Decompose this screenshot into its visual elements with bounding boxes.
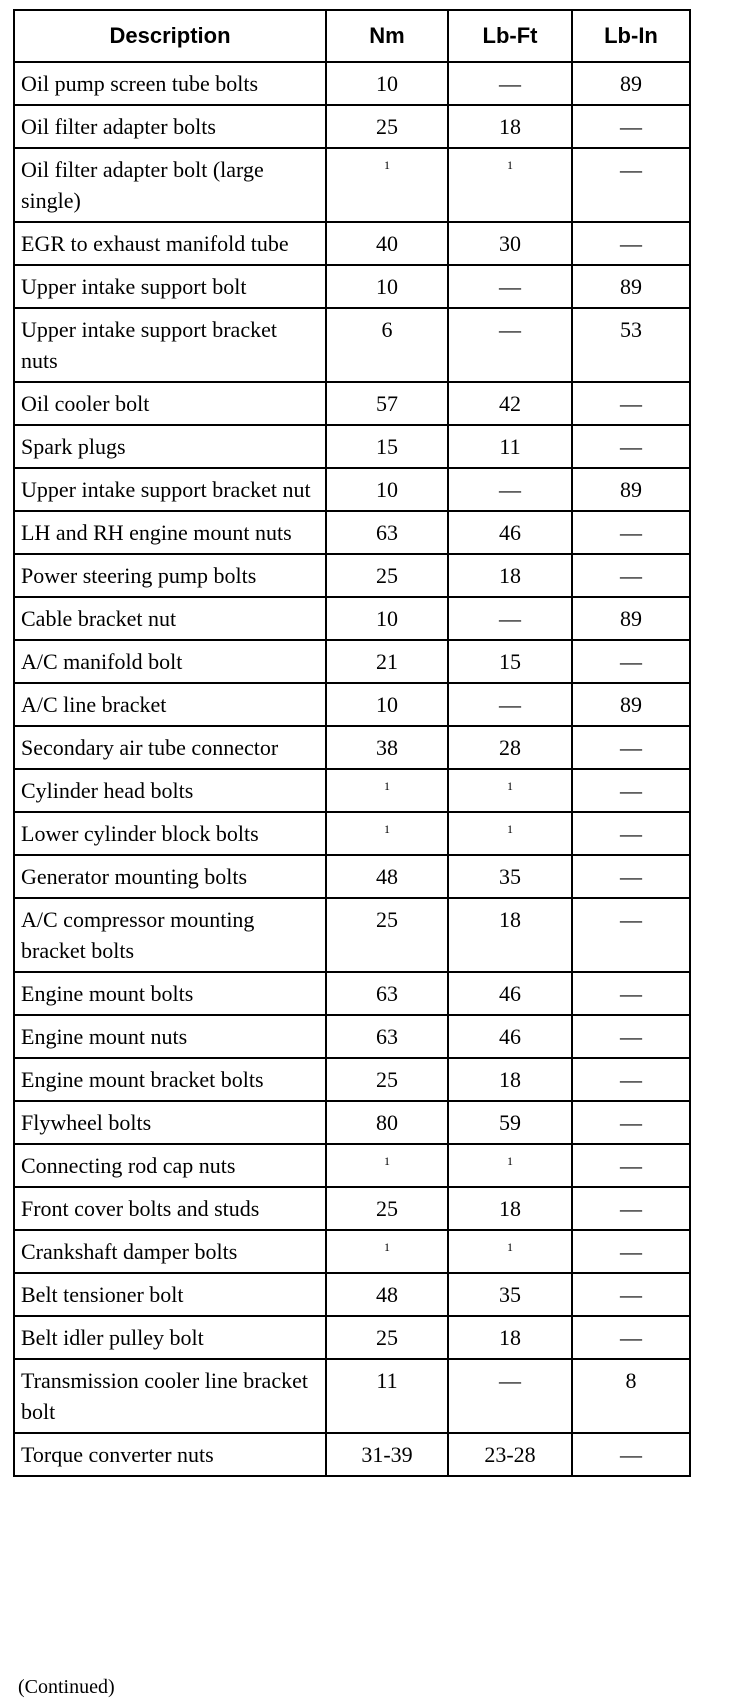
cell-nm bbox=[326, 597, 448, 640]
lbft-value: 1 bbox=[507, 822, 513, 836]
table-row bbox=[14, 308, 690, 382]
nm-value: 25 bbox=[376, 1067, 398, 1092]
continued-note: (Continued) bbox=[18, 1676, 115, 1698]
lbft-value: — bbox=[499, 1368, 521, 1393]
cell-lbin bbox=[572, 1273, 690, 1316]
lbin-value: — bbox=[620, 981, 642, 1006]
cell-description bbox=[14, 511, 326, 554]
cell-nm bbox=[326, 554, 448, 597]
lbft-value: — bbox=[499, 274, 521, 299]
lbin-value: — bbox=[620, 391, 642, 416]
lbft-value: — bbox=[499, 606, 521, 631]
cell-lbin bbox=[572, 1316, 690, 1359]
table-row bbox=[14, 425, 690, 468]
lbft-value: — bbox=[499, 477, 521, 502]
cell-description bbox=[14, 1230, 326, 1273]
cell-lbin bbox=[572, 1015, 690, 1058]
header-description: Description bbox=[14, 10, 326, 62]
table-row bbox=[14, 554, 690, 597]
table-row bbox=[14, 468, 690, 511]
lbft-value: 42 bbox=[499, 391, 521, 416]
table-row bbox=[14, 148, 690, 222]
table-row bbox=[14, 1101, 690, 1144]
cell-nm bbox=[326, 726, 448, 769]
lbin-value: — bbox=[620, 778, 642, 803]
cell-description bbox=[14, 1058, 326, 1101]
table-row bbox=[14, 855, 690, 898]
lbin-value: — bbox=[620, 1325, 642, 1350]
cell-nm bbox=[326, 898, 448, 972]
cell-lbin bbox=[572, 105, 690, 148]
cell-lbft bbox=[448, 1015, 572, 1058]
table-row bbox=[14, 972, 690, 1015]
cell-description bbox=[14, 1433, 326, 1476]
cell-description bbox=[14, 972, 326, 1015]
table-row bbox=[14, 222, 690, 265]
lbin-value: — bbox=[620, 157, 642, 182]
cell-lbin bbox=[572, 425, 690, 468]
lbft-value: 1 bbox=[507, 1240, 513, 1254]
nm-value: 25 bbox=[376, 563, 398, 588]
lbft-value: 59 bbox=[499, 1110, 521, 1135]
table-row bbox=[14, 1058, 690, 1101]
lbft-value: 23-28 bbox=[484, 1442, 536, 1467]
cell-nm bbox=[326, 1359, 448, 1433]
cell-lbft bbox=[448, 1230, 572, 1273]
table-row bbox=[14, 1316, 690, 1359]
cell-nm bbox=[326, 1101, 448, 1144]
table-row bbox=[14, 1230, 690, 1273]
description-value: Torque converter nuts bbox=[21, 1442, 214, 1467]
cell-description bbox=[14, 308, 326, 382]
lbft-value: — bbox=[499, 71, 521, 96]
cell-nm bbox=[326, 1187, 448, 1230]
cell-lbin bbox=[572, 1359, 690, 1433]
cell-lbft bbox=[448, 812, 572, 855]
nm-value: 11 bbox=[376, 1368, 398, 1393]
cell-lbin bbox=[572, 308, 690, 382]
description-value: Upper intake support bracket nut bbox=[21, 477, 311, 502]
description-value: Engine mount nuts bbox=[21, 1024, 188, 1049]
lbin-value: — bbox=[620, 520, 642, 545]
lbft-value: 28 bbox=[499, 735, 521, 760]
description-value: Upper intake support bolt bbox=[21, 274, 247, 299]
description-value: Oil pump screen tube bolts bbox=[21, 71, 259, 96]
table-row bbox=[14, 640, 690, 683]
lbft-value: 18 bbox=[499, 1196, 521, 1221]
cell-description bbox=[14, 1144, 326, 1187]
lbft-value: 35 bbox=[499, 864, 521, 889]
cell-lbin bbox=[572, 640, 690, 683]
cell-lbft bbox=[448, 554, 572, 597]
cell-description bbox=[14, 597, 326, 640]
lbft-value: 15 bbox=[499, 649, 521, 674]
description-value: Front cover bolts and studs bbox=[21, 1196, 260, 1221]
description-value: Upper intake support bracket nuts bbox=[21, 317, 277, 373]
description-value: Cable bracket nut bbox=[21, 606, 177, 631]
description-value: Belt tensioner bolt bbox=[21, 1282, 184, 1307]
lbin-value: — bbox=[620, 1067, 642, 1092]
lbft-value: 46 bbox=[499, 520, 521, 545]
cell-description bbox=[14, 1359, 326, 1433]
cell-nm bbox=[326, 972, 448, 1015]
cell-description bbox=[14, 62, 326, 105]
cell-lbin bbox=[572, 769, 690, 812]
description-value: A/C manifold bolt bbox=[21, 649, 183, 674]
cell-nm bbox=[326, 148, 448, 222]
cell-nm bbox=[326, 1058, 448, 1101]
cell-description bbox=[14, 812, 326, 855]
cell-lbft bbox=[448, 640, 572, 683]
description-value: Generator mounting bolts bbox=[21, 864, 248, 889]
cell-lbft bbox=[448, 1187, 572, 1230]
cell-lbft bbox=[448, 1273, 572, 1316]
nm-value: 80 bbox=[376, 1110, 398, 1135]
description-value: Oil filter adapter bolts bbox=[21, 114, 216, 139]
nm-value: 48 bbox=[376, 1282, 398, 1307]
lbft-value: 1 bbox=[507, 1154, 513, 1168]
description-value: EGR to exhaust manifold tube bbox=[21, 231, 289, 256]
nm-value: 63 bbox=[376, 520, 398, 545]
lbin-value: — bbox=[620, 907, 642, 932]
cell-lbft bbox=[448, 1058, 572, 1101]
cell-lbin bbox=[572, 1187, 690, 1230]
cell-lbft bbox=[448, 1101, 572, 1144]
nm-value: 1 bbox=[384, 779, 390, 793]
cell-description bbox=[14, 1101, 326, 1144]
table-row bbox=[14, 105, 690, 148]
cell-description bbox=[14, 683, 326, 726]
description-value: Connecting rod cap nuts bbox=[21, 1153, 236, 1178]
cell-nm bbox=[326, 683, 448, 726]
cell-nm bbox=[326, 425, 448, 468]
cell-description bbox=[14, 265, 326, 308]
lbin-value: 8 bbox=[625, 1368, 637, 1393]
cell-lbft bbox=[448, 726, 572, 769]
description-value: Crankshaft damper bolts bbox=[21, 1239, 238, 1264]
cell-lbin bbox=[572, 898, 690, 972]
cell-description bbox=[14, 898, 326, 972]
cell-nm bbox=[326, 308, 448, 382]
header-lb-in: Lb-In bbox=[572, 10, 690, 62]
nm-value: 1 bbox=[384, 822, 390, 836]
description-value: Engine mount bracket bolts bbox=[21, 1067, 264, 1092]
cell-lbin bbox=[572, 1144, 690, 1187]
cell-lbin bbox=[572, 511, 690, 554]
cell-lbin bbox=[572, 62, 690, 105]
cell-lbin bbox=[572, 1433, 690, 1476]
cell-description bbox=[14, 726, 326, 769]
table-row bbox=[14, 1273, 690, 1316]
cell-lbin bbox=[572, 812, 690, 855]
nm-value: 1 bbox=[384, 158, 390, 172]
lbft-value: 35 bbox=[499, 1282, 521, 1307]
header-lb-ft: Lb-Ft bbox=[448, 10, 572, 62]
cell-nm bbox=[326, 640, 448, 683]
table-row bbox=[14, 1359, 690, 1433]
lbin-value: — bbox=[620, 563, 642, 588]
description-value: Flywheel bolts bbox=[21, 1110, 152, 1135]
cell-lbin bbox=[572, 148, 690, 222]
header-nm: Nm bbox=[326, 10, 448, 62]
lbft-value: — bbox=[499, 692, 521, 717]
cell-nm bbox=[326, 511, 448, 554]
cell-lbft bbox=[448, 468, 572, 511]
cell-lbin bbox=[572, 1230, 690, 1273]
cell-nm bbox=[326, 1015, 448, 1058]
cell-nm bbox=[326, 1273, 448, 1316]
lbin-value: — bbox=[620, 864, 642, 889]
cell-lbft bbox=[448, 1316, 572, 1359]
cell-description bbox=[14, 1015, 326, 1058]
lbin-value: — bbox=[620, 735, 642, 760]
lbin-value: 89 bbox=[620, 71, 642, 96]
cell-nm bbox=[326, 265, 448, 308]
table-row bbox=[14, 511, 690, 554]
cell-lbft bbox=[448, 898, 572, 972]
lbft-value: 18 bbox=[499, 114, 521, 139]
description-value: Lower cylinder block bolts bbox=[21, 821, 259, 846]
description-value: Oil cooler bolt bbox=[21, 391, 150, 416]
table-row bbox=[14, 812, 690, 855]
description-value: Cylinder head bolts bbox=[21, 778, 194, 803]
description-value: Secondary air tube connector bbox=[21, 735, 279, 760]
nm-value: 1 bbox=[384, 1240, 390, 1254]
description-value: Power steering pump bolts bbox=[21, 563, 257, 588]
cell-lbft bbox=[448, 769, 572, 812]
description-value: Transmission cooler line bracket bolt bbox=[21, 1368, 308, 1424]
lbin-value: 53 bbox=[620, 317, 642, 342]
table-row bbox=[14, 597, 690, 640]
lbin-value: — bbox=[620, 434, 642, 459]
cell-description bbox=[14, 855, 326, 898]
cell-description bbox=[14, 554, 326, 597]
lbft-value: 46 bbox=[499, 1024, 521, 1049]
lbin-value: — bbox=[620, 114, 642, 139]
nm-value: 31-39 bbox=[361, 1442, 413, 1467]
cell-lbft bbox=[448, 105, 572, 148]
lbin-value: — bbox=[620, 821, 642, 846]
nm-value: 10 bbox=[376, 477, 398, 502]
cell-nm bbox=[326, 769, 448, 812]
cell-nm bbox=[326, 855, 448, 898]
cell-lbin bbox=[572, 972, 690, 1015]
nm-value: 25 bbox=[376, 1196, 398, 1221]
cell-lbin bbox=[572, 265, 690, 308]
cell-lbin bbox=[572, 1101, 690, 1144]
nm-value: 25 bbox=[376, 907, 398, 932]
lbin-value: — bbox=[620, 1442, 642, 1467]
nm-value: 40 bbox=[376, 231, 398, 256]
cell-description bbox=[14, 148, 326, 222]
lbft-value: 30 bbox=[499, 231, 521, 256]
cell-lbin bbox=[572, 222, 690, 265]
nm-value: 21 bbox=[376, 649, 398, 674]
table-row bbox=[14, 265, 690, 308]
nm-value: 6 bbox=[381, 317, 393, 342]
cell-nm bbox=[326, 382, 448, 425]
lbin-value: — bbox=[620, 1024, 642, 1049]
cell-lbin bbox=[572, 382, 690, 425]
lbin-value: 89 bbox=[620, 692, 642, 717]
description-value: Belt idler pulley bolt bbox=[21, 1325, 204, 1350]
cell-description bbox=[14, 1273, 326, 1316]
nm-value: 1 bbox=[384, 1154, 390, 1168]
cell-lbft bbox=[448, 1359, 572, 1433]
table-header-row bbox=[14, 10, 690, 62]
cell-lbin bbox=[572, 597, 690, 640]
nm-value: 38 bbox=[376, 735, 398, 760]
lbin-value: 89 bbox=[620, 274, 642, 299]
cell-lbin bbox=[572, 683, 690, 726]
cell-nm bbox=[326, 222, 448, 265]
lbin-value: 89 bbox=[620, 477, 642, 502]
nm-value: 48 bbox=[376, 864, 398, 889]
description-value: Oil filter adapter bolt (large single) bbox=[21, 157, 264, 213]
cell-lbft bbox=[448, 382, 572, 425]
cell-description bbox=[14, 1187, 326, 1230]
cell-nm bbox=[326, 62, 448, 105]
lbin-value: — bbox=[620, 231, 642, 256]
lbin-value: — bbox=[620, 649, 642, 674]
cell-lbft bbox=[448, 597, 572, 640]
description-value: Engine mount bolts bbox=[21, 981, 194, 1006]
cell-nm bbox=[326, 105, 448, 148]
cell-lbin bbox=[572, 855, 690, 898]
lbft-value: 18 bbox=[499, 907, 521, 932]
cell-lbin bbox=[572, 1058, 690, 1101]
nm-value: 10 bbox=[376, 274, 398, 299]
description-value: LH and RH engine mount nuts bbox=[21, 520, 292, 545]
table-row bbox=[14, 1015, 690, 1058]
torque-specification-table bbox=[13, 9, 691, 1477]
lbft-value: 18 bbox=[499, 1325, 521, 1350]
cell-lbin bbox=[572, 468, 690, 511]
cell-nm bbox=[326, 1316, 448, 1359]
cell-lbft bbox=[448, 972, 572, 1015]
cell-lbft bbox=[448, 265, 572, 308]
lbft-value: 46 bbox=[499, 981, 521, 1006]
cell-lbft bbox=[448, 425, 572, 468]
lbft-value: 11 bbox=[499, 434, 521, 459]
table-row bbox=[14, 1187, 690, 1230]
table-row bbox=[14, 1144, 690, 1187]
lbin-value: — bbox=[620, 1110, 642, 1135]
cell-nm bbox=[326, 812, 448, 855]
nm-value: 25 bbox=[376, 1325, 398, 1350]
cell-description bbox=[14, 222, 326, 265]
table-row bbox=[14, 1433, 690, 1476]
lbft-value: — bbox=[499, 317, 521, 342]
cell-nm bbox=[326, 468, 448, 511]
cell-lbft bbox=[448, 222, 572, 265]
description-value: A/C line bracket bbox=[21, 692, 167, 717]
lbin-value: — bbox=[620, 1282, 642, 1307]
cell-lbft bbox=[448, 62, 572, 105]
lbin-value: — bbox=[620, 1153, 642, 1178]
cell-lbft bbox=[448, 1433, 572, 1476]
cell-description bbox=[14, 640, 326, 683]
cell-nm bbox=[326, 1230, 448, 1273]
cell-description bbox=[14, 468, 326, 511]
cell-description bbox=[14, 769, 326, 812]
lbft-value: 18 bbox=[499, 563, 521, 588]
cell-nm bbox=[326, 1433, 448, 1476]
description-value: Spark plugs bbox=[21, 434, 126, 459]
table-row bbox=[14, 62, 690, 105]
lbft-value: 1 bbox=[507, 779, 513, 793]
lbft-value: 1 bbox=[507, 158, 513, 172]
cell-lbft bbox=[448, 855, 572, 898]
cell-lbin bbox=[572, 726, 690, 769]
lbin-value: — bbox=[620, 1196, 642, 1221]
cell-lbft bbox=[448, 683, 572, 726]
cell-description bbox=[14, 382, 326, 425]
cell-description bbox=[14, 105, 326, 148]
description-value: A/C compressor mounting bracket bolts bbox=[21, 907, 255, 963]
cell-description bbox=[14, 425, 326, 468]
nm-value: 10 bbox=[376, 692, 398, 717]
nm-value: 10 bbox=[376, 71, 398, 96]
table-row bbox=[14, 769, 690, 812]
nm-value: 10 bbox=[376, 606, 398, 631]
nm-value: 15 bbox=[376, 434, 398, 459]
table-row bbox=[14, 382, 690, 425]
cell-lbft bbox=[448, 148, 572, 222]
cell-lbin bbox=[572, 554, 690, 597]
cell-description bbox=[14, 1316, 326, 1359]
lbin-value: — bbox=[620, 1239, 642, 1264]
table-body bbox=[14, 62, 690, 1476]
nm-value: 63 bbox=[376, 1024, 398, 1049]
nm-value: 57 bbox=[376, 391, 398, 416]
cell-lbft bbox=[448, 308, 572, 382]
table-row bbox=[14, 683, 690, 726]
lbft-value: 18 bbox=[499, 1067, 521, 1092]
nm-value: 25 bbox=[376, 114, 398, 139]
nm-value: 63 bbox=[376, 981, 398, 1006]
cell-nm bbox=[326, 1144, 448, 1187]
table-row bbox=[14, 898, 690, 972]
cell-lbft bbox=[448, 511, 572, 554]
lbin-value: 89 bbox=[620, 606, 642, 631]
table-row bbox=[14, 726, 690, 769]
cell-lbft bbox=[448, 1144, 572, 1187]
